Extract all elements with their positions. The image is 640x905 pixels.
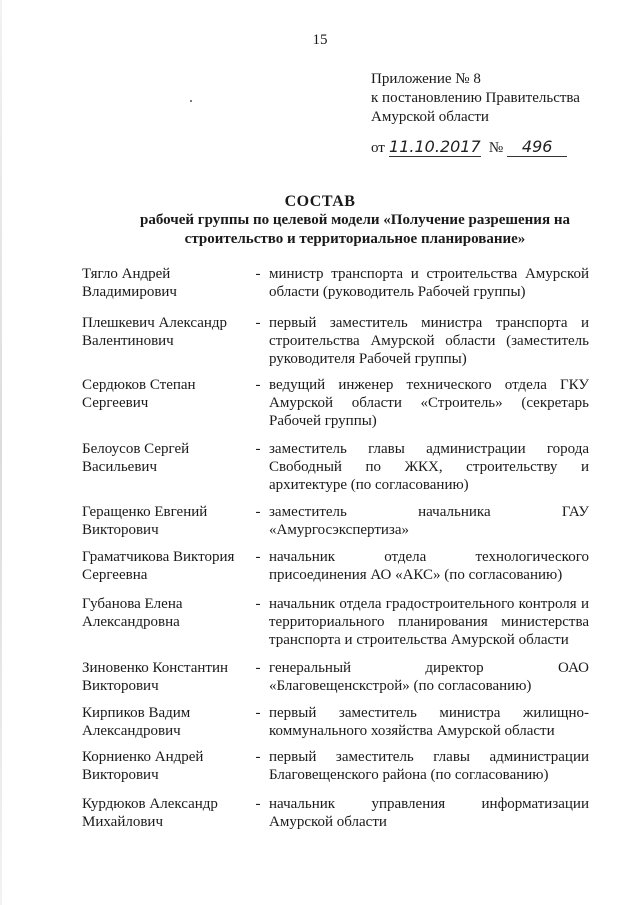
appendix-header (371, 70, 580, 127)
member-patronymic: Васильевич (82, 459, 157, 475)
member-name (82, 659, 252, 695)
document-subtitle: рабочей группы по целевой модели «Получение разрешения на строительство и территориальное планирование» (140, 212, 570, 247)
member-patronymic: Сергеевна (82, 567, 148, 583)
member-dash: - (255, 660, 261, 676)
member-role: заместитель начальника ГАУ «Амургосэкспертиза» (269, 504, 589, 538)
member-role: ведущий инженер технического отдела ГКУ Амурской области «Строитель» (секретарь Рабочей группы) (269, 377, 589, 429)
member-patronymic: Викторович (82, 522, 159, 538)
from-label: от (371, 140, 385, 156)
member-patronymic: Александровна (82, 614, 180, 630)
member-patronymic: Валентинович (82, 333, 174, 349)
member-dash: - (255, 315, 261, 331)
member-name (82, 795, 252, 831)
member-role: первый заместитель министра транспорта и строительства Амурской области (заместитель руководителя Рабочей группы) (269, 315, 589, 367)
member-surname-name: Граматчикова Виктория (82, 549, 235, 565)
document-title: СОСТАВ (284, 193, 356, 210)
member-surname-name: Плешкевич Александр (82, 315, 228, 331)
handwritten-date: 11.10.2017 (389, 137, 481, 156)
member-dash: - (255, 549, 261, 565)
member-surname-name: Корниенко Андрей (82, 749, 204, 765)
member-patronymic: Михайлович (82, 814, 163, 830)
page-number: 15 (312, 32, 328, 48)
member-dash: - (255, 441, 261, 457)
member-name (82, 704, 252, 740)
member-dash: - (255, 266, 261, 282)
member-name (82, 595, 252, 631)
resolution-reference (371, 138, 567, 157)
member-dash: - (255, 504, 261, 520)
member-role: начальник отдела градостроительного контроля и территориального планирования министерства транспорта и строительства Амурской области (269, 596, 589, 648)
member-dash: - (255, 705, 261, 721)
member-patronymic: Викторович (82, 678, 159, 694)
member-role: первый заместитель главы администрации Благовещенского района (по согласованию) (269, 749, 589, 783)
member-name (82, 548, 252, 584)
member-surname-name: Губанова Елена (82, 596, 183, 612)
member-name (82, 503, 252, 539)
appendix-line-2: к постановлению Правительства (371, 90, 580, 106)
member-role: министр транспорта и строительства Амурской области (руководитель Рабочей группы) (269, 266, 589, 300)
member-dash: - (255, 796, 261, 812)
member-role: генеральный директор ОАО «Благовещенскстрой» (по согласованию) (269, 660, 589, 694)
member-surname-name: Сердюков Степан (82, 377, 196, 393)
appendix-line-3: Амурской области (371, 109, 489, 125)
member-name (82, 376, 252, 412)
member-name (82, 748, 252, 784)
member-surname-name: Зиновенко Константин (82, 660, 229, 676)
member-name (82, 265, 252, 301)
appendix-line-1: Приложение № 8 (371, 71, 481, 87)
scan-speck (190, 100, 192, 102)
member-surname-name: Курдюков Александр (82, 796, 218, 812)
member-surname-name: Тягло Андрей (82, 266, 171, 282)
member-patronymic: Викторович (82, 767, 159, 783)
member-patronymic: Владимирович (82, 284, 177, 300)
member-dash: - (255, 749, 261, 765)
member-role: заместитель главы администрации города Свободный по ЖКХ, строительству и архитектуре (по согласованию) (269, 441, 589, 493)
member-name (82, 440, 252, 476)
member-role: начальник управления информатизации Амурской области (269, 796, 589, 830)
member-role: первый заместитель министра жилищно-коммунального хозяйства Амурской области (269, 705, 589, 739)
handwritten-number: 496 (507, 138, 567, 157)
member-surname-name: Кирпиков Вадим (82, 705, 191, 721)
member-dash: - (255, 377, 261, 393)
scan-left-edge (0, 0, 2, 905)
member-role: начальник отдела технологического присоединения АО «АКС» (по согласованию) (269, 549, 589, 583)
member-name (82, 314, 252, 350)
number-label: № (488, 140, 504, 156)
member-patronymic: Александрович (82, 723, 181, 739)
member-patronymic: Сергеевич (82, 395, 149, 411)
member-surname-name: Геращенко Евгений (82, 504, 208, 520)
member-surname-name: Белоусов Сергей (82, 441, 190, 457)
member-dash: - (255, 596, 261, 612)
